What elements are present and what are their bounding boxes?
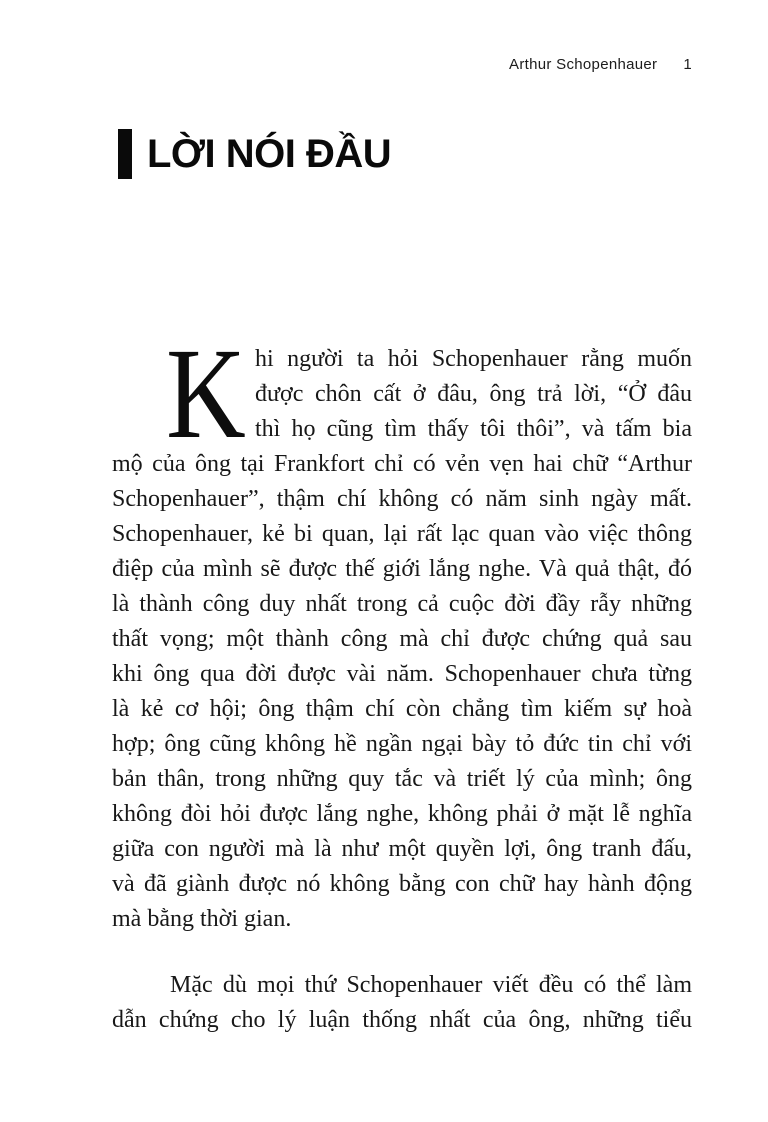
text-line: khi ông qua đời được vài năm. Schopenhauer chưa từng (112, 661, 692, 687)
body-text (112, 322, 692, 1038)
page-title: LỜI NÓI ĐẦU (147, 132, 392, 176)
page-number: 1 (683, 56, 692, 73)
text-line: bản thân, trong những quy tắc và triết lý của mình; ông (112, 766, 692, 792)
text-line: được chôn cất ở đâu, ông trả lời, “Ở đâu (255, 381, 692, 407)
text-line: Schopenhauer, kẻ bi quan, lại rất lạc quan vào việc thông (112, 521, 692, 547)
title-accent-bar (118, 129, 132, 179)
drop-cap-letter: K (166, 322, 246, 466)
paragraph (112, 968, 692, 1038)
text-line: mộ của ông tại Frankfort chỉ có vẻn vẹn hai chữ “Arthur (112, 451, 692, 477)
text-line: dẫn chứng cho lý luận thống nhất của ông, những tiểu (112, 1007, 692, 1033)
page-header (112, 56, 692, 74)
text-line: là kẻ cơ hội; ông thậm chí còn chẳng tìm kiếm sự hoà (112, 696, 692, 722)
text-line: điệp của mình sẽ được thế giới lắng nghe. Và quả thật, đó (112, 556, 692, 582)
text-line: thất vọng; một thành công mà chỉ được chứng quả sau (112, 626, 692, 652)
text-line: giữa con người mà là như một quyền lợi, ông tranh đấu, (112, 836, 692, 862)
text-line: và đã giành được nó không bằng con chữ hay hành động (112, 871, 692, 897)
paragraph (112, 322, 692, 937)
text-line: Schopenhauer”, thậm chí không có năm sinh ngày mất. (112, 486, 692, 512)
section-title-block (118, 129, 391, 179)
text-line: thì họ cũng tìm thấy tôi thôi”, và tấm bia (255, 416, 692, 442)
text-line: Mặc dù mọi thứ Schopenhauer viết đều có thể làm (170, 972, 692, 998)
text-line: hợp; ông cũng không hề ngần ngại bày tỏ đức tin chỉ với (112, 731, 692, 757)
running-title: Arthur Schopenhauer (509, 56, 658, 73)
text-line: mà bằng thời gian. (112, 906, 292, 932)
text-line: không đòi hỏi được lắng nghe, không phải ở mặt lễ nghĩa (112, 801, 692, 827)
text-line: là thành công duy nhất trong cả cuộc đời đầy rẫy những (112, 591, 692, 617)
text-line: hi người ta hỏi Schopenhauer rằng muốn (255, 346, 692, 372)
